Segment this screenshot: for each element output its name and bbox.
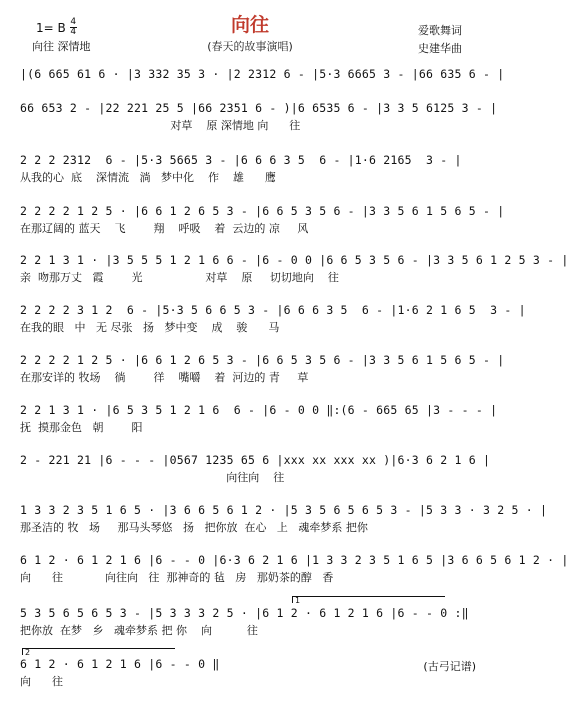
notation-row: 66 653 2 - |22 221 25 5 |66 2351 6 - )|6 6535 6 - |3 3 5 6125 3 - | xyxy=(20,101,498,115)
lyric-row: 在那辽阔的 蓝天 飞 翔 呼吸 着 云边的 凉 风 xyxy=(20,222,309,235)
notation-row: 6 1 2 · 6 1 2 1 6 |6 - - 0 ‖ xyxy=(20,657,220,671)
score-line-4 xyxy=(20,203,505,236)
transcriber-credit: (古弓记谱) xyxy=(423,660,476,673)
score-line-11 xyxy=(20,552,569,585)
notation-row: 2 2 2 2 1 2 5 · |6 6 1 2 6 5 3 - |6 6 5 3 5 6 - |3 3 5 6 1 5 6 5 - | xyxy=(20,353,505,367)
notation-row: 1 3 3 2 3 5 1 6 5 · |3 6 6 5 6 1 2 · |5 3 5 6 5 6 5 3 - |5 3 3 · 3 2 5 · | xyxy=(20,503,548,517)
score-line-9 xyxy=(20,452,491,485)
notation-row: 2 2 2 2 3 1 2 6 - |5·3 5 6 6 5 3 - |6 6 6 3 5 6 - |1·6 2 1 6 5 3 - | xyxy=(20,303,526,317)
lyric-row: 亲 吻那万丈 霞 光 对草 原 切切地向 往 xyxy=(20,271,339,284)
score-line-8 xyxy=(20,402,498,435)
score-line-3 xyxy=(20,152,482,185)
notation-row: 2 2 2 2312 6 - |5·3 5665 3 - |6 6 6 3 5 6 - |1·6 2165 3 - | xyxy=(20,153,462,167)
notation-row: 2 2 1 3 1 · |3 5 5 5 1 2 1 6 6 - |6 - 0 0 |6 6 5 3 5 6 - |3 3 5 6 1 2 5 3 - | xyxy=(20,253,569,267)
score-line-12 xyxy=(20,605,482,638)
time-top: 4 xyxy=(70,17,77,27)
lyric-row: 把你放 在梦 乡 魂牵梦系 把 你 向 往 xyxy=(20,624,258,637)
notation-row: 2 - 221 21 |6 - - - |0567 1235 65 6 |xxx xx xxx xx )|6·3 6 2 1 6 | xyxy=(20,453,491,467)
lyric-row: 从我的心 底 深情流 淌 梦中化 作 雄 鹰 xyxy=(20,171,276,184)
volta-2-label: 2 xyxy=(25,648,31,657)
composer: 史建华曲 xyxy=(418,42,462,55)
lyric-row: 抚 摸那金色 朝 阳 xyxy=(20,421,143,434)
score-line-2 xyxy=(20,100,498,133)
lyricist: 爱歌舞词 xyxy=(418,24,462,37)
score-line-1 xyxy=(20,66,505,99)
lyric-row: 向 往 xyxy=(20,675,63,688)
lyric-row: 那圣洁的 牧 场 那马头琴悠 扬 把你放 在心 上 魂牵梦系 把你 xyxy=(20,521,368,534)
lyric-row xyxy=(20,85,482,99)
lyric-row: 在那安详的 牧场 徜 徉 嘴嚼 着 河边的 青 草 xyxy=(20,371,309,384)
volta-1-label: 1 xyxy=(295,596,301,605)
lyric-row: 在我的眼 中 无 尽张 扬 梦中变 成 骏 马 xyxy=(20,321,280,334)
notation-row: 6 1 2 · 6 1 2 1 6 |6 - - 0 |6·3 6 2 1 6 |1 3 3 2 3 5 1 6 5 |3 6 6 5 6 1 2 · | xyxy=(20,553,569,567)
score-line-10 xyxy=(20,502,548,535)
notation-row: 5 3 5 6 5 6 5 3 - |5 3 3 3 2 5 · |6 1 2 · 6 1 2 1 6 |6 - - 0 :‖ xyxy=(20,606,469,620)
notation-row: 2 2 2 2 1 2 5 · |6 6 1 2 6 5 3 - |6 6 5 3 5 6 - |3 3 5 6 1 5 6 5 - | xyxy=(20,204,505,218)
time-signature xyxy=(70,18,77,37)
volta-1-bracket xyxy=(292,596,445,603)
score-line-6 xyxy=(20,302,526,335)
song-title: 向往 xyxy=(230,14,270,36)
lyric-row: 向往向 往 xyxy=(20,471,285,484)
time-bottom: 4 xyxy=(70,27,77,37)
song-subtitle: (春天的故事演唱) xyxy=(207,40,293,53)
lyric-row: 对草 原 深情地 向 往 xyxy=(20,119,301,132)
key-label: 1= B xyxy=(36,20,66,35)
score-line-5 xyxy=(20,252,569,285)
notation-row: |(6 665 61 6 · |3 332 35 3 · |2 2312 6 - |5·3 6665 3 - |66 635 6 - | xyxy=(20,67,505,81)
score-line-7 xyxy=(20,352,505,385)
key-signature xyxy=(36,18,77,37)
lyric-row: 向 往 向往向 往 那神奇的 毡 房 那奶茶的醇 香 xyxy=(20,571,334,584)
volta-2-bracket xyxy=(22,648,175,655)
tempo-marking: 向往 深情地 xyxy=(32,40,91,53)
notation-row: 2 2 1 3 1 · |6 5 3 5 1 2 1 6 6 - |6 - 0 0 ‖:(6 - 665 65 |3 - - - | xyxy=(20,403,498,417)
score-line-13 xyxy=(20,656,482,689)
